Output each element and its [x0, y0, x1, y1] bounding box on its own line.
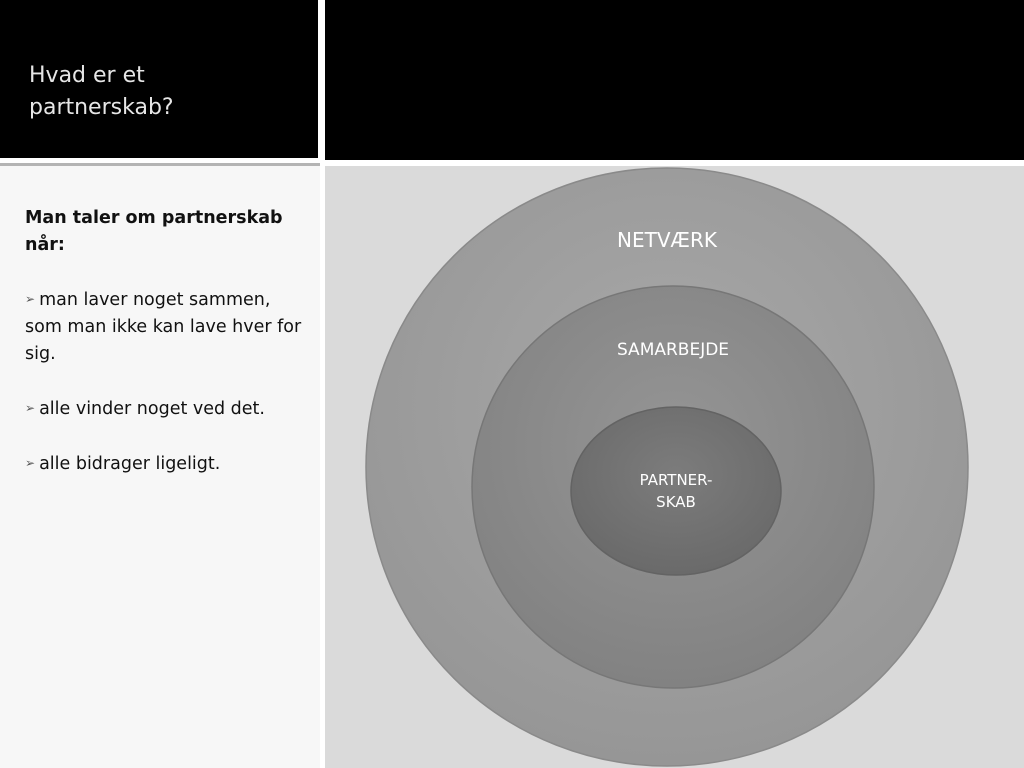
arrow-bullet-icon: ➢ [25, 401, 36, 415]
inner-circle-label-line-1: PARTNER- [639, 471, 713, 489]
bullet-item-1 [25, 286, 310, 368]
outer-circle-label: NETVÆRK [617, 228, 717, 252]
bullet-text-2: alle vinder noget ved det. [39, 399, 265, 419]
nested-circles-diagram [325, 166, 1024, 768]
header-panel [325, 0, 1024, 160]
middle-circle-label: SAMARBEJDE [616, 340, 730, 360]
bullet-text-1: man laver noget sammen, som man ikke kan lave hver for sig. [25, 290, 302, 364]
slide-title-line-1: Hvad er et [29, 63, 145, 88]
arrow-bullet-icon: ➢ [25, 456, 36, 470]
bullet-item-2 [25, 395, 310, 423]
slide-title-line-2: partnerskab? [29, 95, 174, 120]
bullet-item-3 [25, 450, 310, 478]
arrow-bullet-icon: ➢ [25, 292, 36, 306]
inner-circle-label-line-2: SKAB [656, 493, 696, 511]
content-text [25, 205, 310, 505]
slide-title [29, 60, 299, 124]
bullet-text-3: alle bidrager ligeligt. [39, 454, 221, 474]
content-heading: Man taler om partnerskab når: [25, 208, 283, 255]
diagram-panel [325, 166, 1024, 768]
inner-circle-partnerskab [571, 407, 781, 575]
